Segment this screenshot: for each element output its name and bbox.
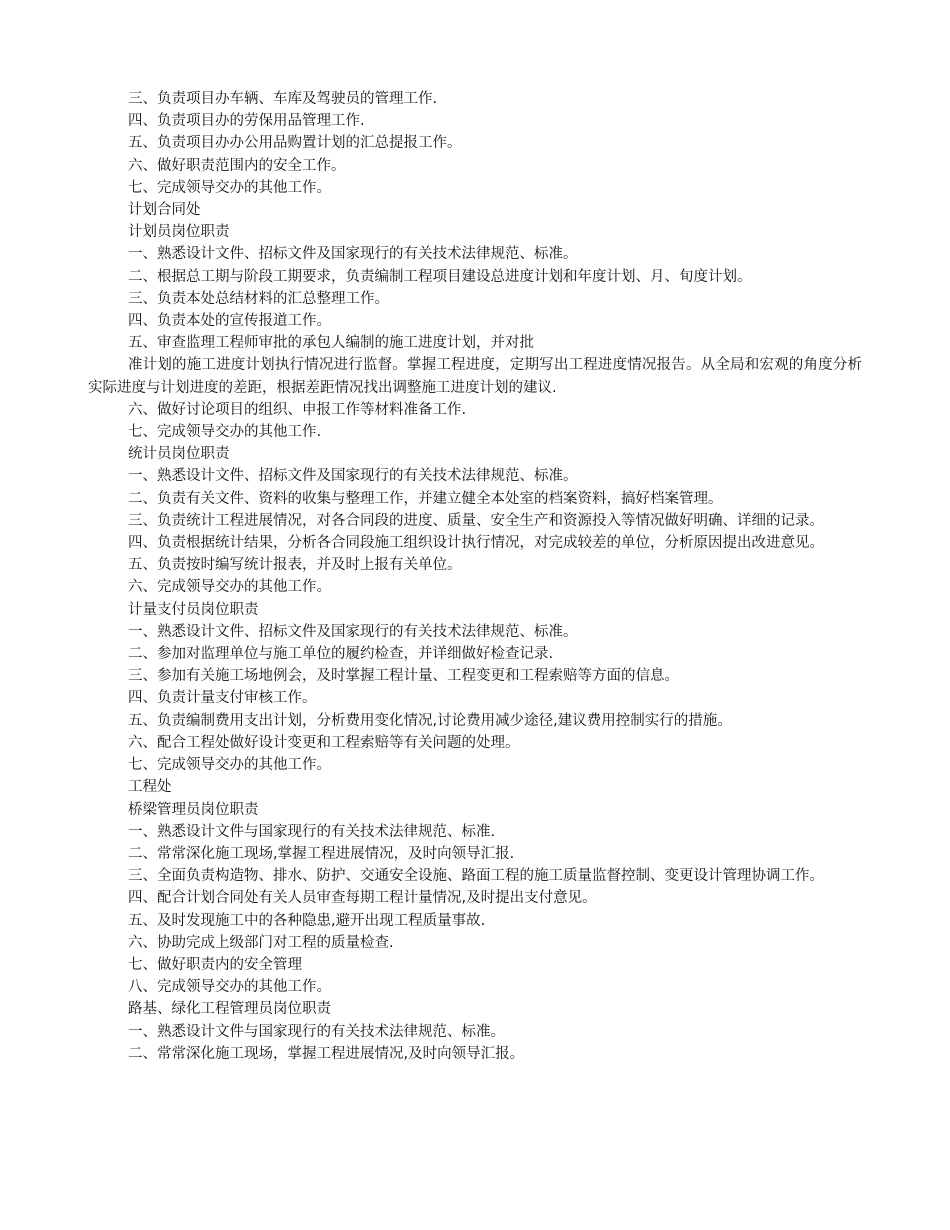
paragraph: 七、做好职责内的安全管理 bbox=[128, 956, 302, 973]
section-heading: 计划合同处 bbox=[128, 202, 201, 219]
paragraph: 三、全面负责构造物、排水、防护、交通安全设施、路面工程的施工质量监督控制、变更设计管理协调工作。 bbox=[128, 868, 824, 885]
role-heading: 计划员岗位职责 bbox=[128, 224, 230, 241]
paragraph: 一、熟悉设计文件与国家现行的有关技术法律规范、标准. bbox=[128, 823, 496, 840]
paragraph: 七、完成领导交办的其他工作。 bbox=[128, 757, 331, 774]
paragraph: 三、负责统计工程进展情况，对各合同段的进度、质量、安全生产和资源投入等情况做好明确、详细的记录。 bbox=[128, 512, 824, 529]
paragraph: 五、负责编制费用支出计划，分析费用变化情况,讨论费用减少途径,建议费用控制实行的措施。 bbox=[128, 712, 732, 729]
document-body bbox=[88, 88, 862, 1065]
paragraph: 准计划的施工进度计划执行情况进行监督。掌握工程进度，定期写出工程进度情况报告。从全局和宏观的角度分析实际进度与计划进度的差距，根据差距情况找出调整施工进度计划的建议. bbox=[88, 357, 862, 396]
paragraph: 二、常常深化施工现场,掌握工程进展情况，及时向领导汇报. bbox=[128, 845, 515, 862]
role-heading: 计量支付员岗位职责 bbox=[128, 601, 259, 618]
role-heading: 统计员岗位职责 bbox=[128, 446, 230, 463]
role-heading: 路基、绿化工程管理员岗位职责 bbox=[128, 1001, 331, 1018]
paragraph: 三、参加有关施工场地例会，及时掌握工程计量、工程变更和工程索赔等方面的信息。 bbox=[128, 668, 679, 685]
paragraph: 七、完成领导交办的其他工作。 bbox=[128, 179, 331, 196]
paragraph: 五、审查监理工程师审批的承包人编制的施工进度计划，并对批 bbox=[128, 335, 534, 352]
paragraph: 二、参加对监理单位与施工单位的履约检查，并详细做好检查记录. bbox=[128, 646, 554, 663]
paragraph: 四、负责本处的宣传报道工作。 bbox=[128, 313, 331, 330]
paragraph: 五、负责按时编写统计报表，并及时上报有关单位。 bbox=[128, 557, 462, 574]
paragraph: 二、常常深化施工现场，掌握工程进展情况,及时向领导汇报。 bbox=[128, 1045, 525, 1062]
paragraph: 六、完成领导交办的其他工作。 bbox=[128, 579, 331, 596]
paragraph: 六、协助完成上级部门对工程的质量检查. bbox=[128, 934, 394, 951]
role-heading: 桥梁管理员岗位职责 bbox=[128, 801, 259, 818]
paragraph: 七、完成领导交办的其他工作. bbox=[128, 424, 322, 441]
paragraph: 六、做好职责范围内的安全工作。 bbox=[128, 157, 346, 174]
paragraph: 八、完成领导交办的其他工作。 bbox=[128, 979, 331, 996]
paragraph: 二、根据总工期与阶段工期要求，负责编制工程项目建设总进度计划和年度计划、月、旬度计划。 bbox=[128, 268, 752, 285]
paragraph: 一、熟悉设计文件、招标文件及国家现行的有关技术法律规范、标准。 bbox=[128, 246, 578, 263]
paragraph: 四、负责项目办的劳保用品管理工作. bbox=[128, 113, 365, 130]
paragraph: 三、负责本处总结材料的汇总整理工作。 bbox=[128, 290, 389, 307]
paragraph: 一、熟悉设计文件、招标文件及国家现行的有关技术法律规范、标准。 bbox=[128, 468, 578, 485]
paragraph: 三、负责项目办车辆、车库及驾驶员的管理工作. bbox=[128, 91, 438, 107]
paragraph: 四、配合计划合同处有关人员审查每期工程计量情况,及时提出支付意见。 bbox=[128, 890, 597, 907]
section-heading: 工程处 bbox=[128, 779, 172, 796]
paragraph: 五、负责项目办办公用品购置计划的汇总提报工作。 bbox=[128, 135, 462, 152]
paragraph: 六、做好讨论项目的组织、申报工作等材料准备工作. bbox=[128, 401, 467, 418]
paragraph: 一、熟悉设计文件、招标文件及国家现行的有关技术法律规范、标准。 bbox=[128, 623, 578, 640]
paragraph: 五、及时发现施工中的各种隐患,避开出现工程质量事故. bbox=[128, 912, 486, 929]
paragraph: 四、负责根据统计结果，分析各合同段施工组织设计执行情况，对完成较差的单位，分析原因提出改进意见。 bbox=[128, 535, 824, 552]
paragraph: 四、负责计量支付审核工作。 bbox=[128, 690, 317, 707]
paragraph: 六、配合工程处做好设计变更和工程索赔等有关问题的处理。 bbox=[128, 734, 520, 751]
paragraph: 二、负责有关文件、资料的收集与整理工作，并建立健全本处室的档案资料，搞好档案管理。 bbox=[128, 490, 723, 507]
paragraph: 一、熟悉设计文件与国家现行的有关技术法律规范、标准。 bbox=[128, 1023, 505, 1040]
